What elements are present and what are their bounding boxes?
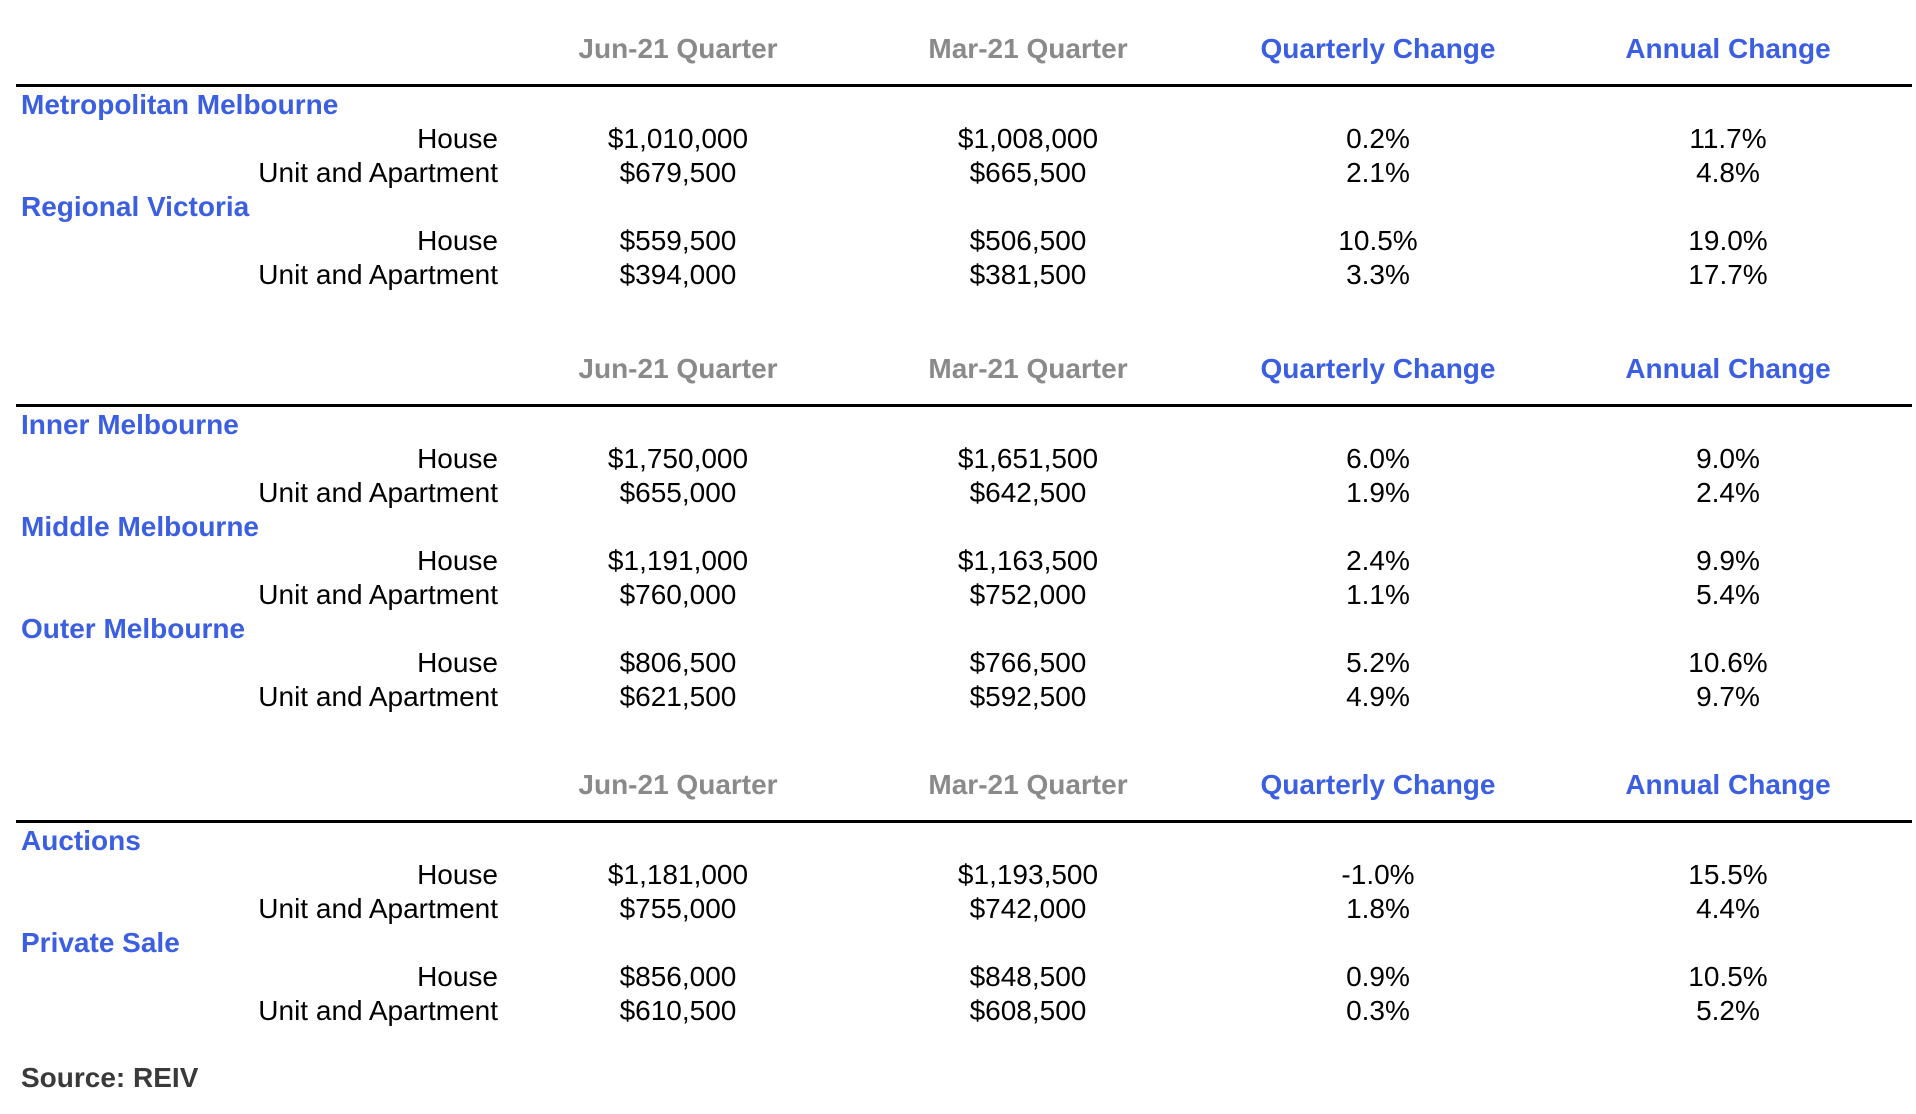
table-row xyxy=(16,224,1912,258)
header-annual-change: Annual Change xyxy=(1625,769,1831,800)
region-heading: Inner Melbourne xyxy=(21,409,239,440)
header-quarterly-change: Quarterly Change xyxy=(1260,33,1496,64)
property-type-label: House xyxy=(417,225,498,256)
property-type-label: Unit and Apartment xyxy=(258,995,498,1026)
section-rows xyxy=(16,88,1912,292)
annual-change-value: 4.4% xyxy=(1696,893,1760,924)
mar21-value: $608,500 xyxy=(969,995,1087,1026)
header-quarterly-change: Quarterly Change xyxy=(1260,353,1496,384)
annual-change-value: 5.4% xyxy=(1696,579,1760,610)
mar21-value: $1,651,500 xyxy=(957,443,1099,474)
section-table xyxy=(16,736,1912,1026)
quarterly-change-value: 6.0% xyxy=(1346,443,1410,474)
mar21-value: $848,500 xyxy=(969,961,1087,992)
mar21-value: $766,500 xyxy=(969,647,1087,678)
property-type-label: Unit and Apartment xyxy=(258,681,498,712)
table-row xyxy=(16,156,1912,190)
property-type-label: Unit and Apartment xyxy=(258,893,498,924)
jun21-value: $1,181,000 xyxy=(607,859,749,890)
quarterly-change-value: 0.3% xyxy=(1346,995,1410,1026)
table-row xyxy=(16,680,1912,714)
annual-change-value: 10.5% xyxy=(1688,961,1768,992)
header-jun21-quarter: Jun-21 Quarter xyxy=(578,769,778,800)
annual-change-value: 2.4% xyxy=(1696,477,1760,508)
quarterly-change-value: 1.9% xyxy=(1346,477,1410,508)
section-table xyxy=(16,0,1912,290)
region-heading: Metropolitan Melbourne xyxy=(21,89,339,120)
mar21-value: $592,500 xyxy=(969,681,1087,712)
header-mar21-quarter: Mar-21 Quarter xyxy=(928,769,1128,800)
property-type-label: Unit and Apartment xyxy=(258,477,498,508)
header-divider xyxy=(16,84,1912,87)
quarterly-change-value: 0.2% xyxy=(1346,123,1410,154)
annual-change-value: 4.8% xyxy=(1696,157,1760,188)
table-row xyxy=(16,476,1912,510)
mar21-value: $752,000 xyxy=(969,579,1087,610)
property-type-label: House xyxy=(417,647,498,678)
table-row xyxy=(16,442,1912,476)
column-header-row xyxy=(16,0,1912,84)
annual-change-value: 5.2% xyxy=(1696,995,1760,1026)
property-type-label: Unit and Apartment xyxy=(258,579,498,610)
column-header-row xyxy=(16,736,1912,820)
mar21-value: $381,500 xyxy=(969,259,1087,290)
mar21-value: $1,163,500 xyxy=(957,545,1099,576)
jun21-value: $856,000 xyxy=(619,961,737,992)
table-row xyxy=(16,858,1912,892)
property-type-label: House xyxy=(417,545,498,576)
annual-change-value: 15.5% xyxy=(1688,859,1768,890)
header-mar21-quarter: Mar-21 Quarter xyxy=(928,33,1128,64)
quarterly-change-value: 5.2% xyxy=(1346,647,1410,678)
region-heading: Middle Melbourne xyxy=(21,511,259,542)
table-row xyxy=(16,892,1912,926)
quarterly-change-value: 1.8% xyxy=(1346,893,1410,924)
annual-change-value: 9.9% xyxy=(1696,545,1760,576)
property-type-label: House xyxy=(417,859,498,890)
column-header-row xyxy=(16,320,1912,404)
region-heading: Auctions xyxy=(21,825,141,856)
header-divider xyxy=(16,404,1912,407)
quarterly-change-value: 0.9% xyxy=(1346,961,1410,992)
header-annual-change: Annual Change xyxy=(1625,353,1831,384)
header-divider xyxy=(16,820,1912,823)
property-type-label: House xyxy=(417,123,498,154)
mar21-value: $1,193,500 xyxy=(957,859,1099,890)
annual-change-value: 10.6% xyxy=(1688,647,1768,678)
property-type-label: House xyxy=(417,443,498,474)
jun21-value: $559,500 xyxy=(619,225,737,256)
quarterly-change-value: 1.1% xyxy=(1346,579,1410,610)
header-quarterly-change: Quarterly Change xyxy=(1260,769,1496,800)
quarterly-change-value: 2.4% xyxy=(1346,545,1410,576)
jun21-value: $1,010,000 xyxy=(607,123,749,154)
quarterly-change-value: 2.1% xyxy=(1346,157,1410,188)
annual-change-value: 19.0% xyxy=(1688,225,1768,256)
annual-change-value: 9.0% xyxy=(1696,443,1760,474)
property-type-label: Unit and Apartment xyxy=(258,259,498,290)
source-note: Source: REIV xyxy=(21,1062,199,1093)
table-row xyxy=(16,960,1912,994)
section-rows xyxy=(16,408,1912,714)
jun21-value: $394,000 xyxy=(619,259,737,290)
header-jun21-quarter: Jun-21 Quarter xyxy=(578,33,778,64)
table-row xyxy=(16,122,1912,156)
region-heading: Outer Melbourne xyxy=(21,613,246,644)
header-mar21-quarter: Mar-21 Quarter xyxy=(928,353,1128,384)
jun21-value: $655,000 xyxy=(619,477,737,508)
header-annual-change: Annual Change xyxy=(1625,33,1831,64)
property-type-label: Unit and Apartment xyxy=(258,157,498,188)
quarterly-change-value: 10.5% xyxy=(1338,225,1418,256)
table-row xyxy=(16,544,1912,578)
mar21-value: $665,500 xyxy=(969,157,1087,188)
jun21-value: $621,500 xyxy=(619,681,737,712)
quarterly-change-value: 3.3% xyxy=(1346,259,1410,290)
section-table xyxy=(16,320,1912,712)
mar21-value: $742,000 xyxy=(969,893,1087,924)
region-heading: Regional Victoria xyxy=(21,191,250,222)
header-jun21-quarter: Jun-21 Quarter xyxy=(578,353,778,384)
annual-change-value: 17.7% xyxy=(1688,259,1768,290)
jun21-value: $679,500 xyxy=(619,157,737,188)
jun21-value: $806,500 xyxy=(619,647,737,678)
jun21-value: $760,000 xyxy=(619,579,737,610)
table-row xyxy=(16,578,1912,612)
annual-change-value: 11.7% xyxy=(1689,123,1767,154)
quarterly-change-value: -1.0% xyxy=(1341,859,1415,890)
jun21-value: $610,500 xyxy=(619,995,737,1026)
annual-change-value: 9.7% xyxy=(1696,681,1760,712)
mar21-value: $1,008,000 xyxy=(957,123,1099,154)
mar21-value: $506,500 xyxy=(969,225,1087,256)
table-row xyxy=(16,994,1912,1028)
region-heading: Private Sale xyxy=(21,927,180,958)
mar21-value: $642,500 xyxy=(969,477,1087,508)
quarterly-change-value: 4.9% xyxy=(1346,681,1410,712)
section-rows xyxy=(16,824,1912,1028)
jun21-value: $755,000 xyxy=(619,893,737,924)
jun21-value: $1,191,000 xyxy=(607,545,749,576)
jun21-value: $1,750,000 xyxy=(607,443,749,474)
table-row xyxy=(16,646,1912,680)
table-row xyxy=(16,258,1912,292)
property-type-label: House xyxy=(417,961,498,992)
